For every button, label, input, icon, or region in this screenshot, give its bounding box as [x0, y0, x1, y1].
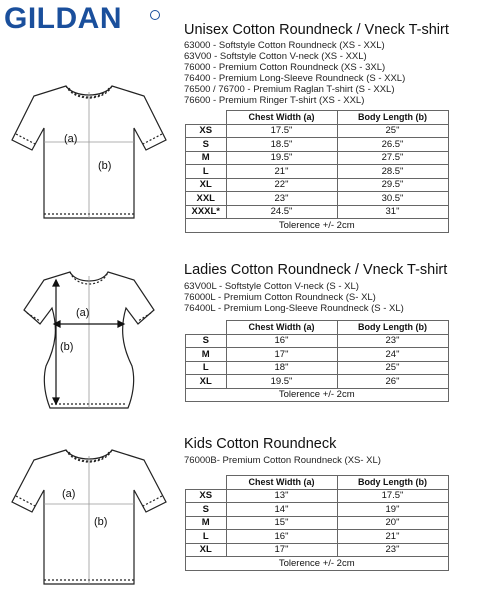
size-cell: XXL: [186, 192, 227, 206]
length-cell: 23": [337, 543, 448, 557]
ladies-model-list: [184, 281, 404, 314]
length-cell: 30.5": [337, 192, 448, 206]
chest-cell: 24.5": [226, 205, 337, 219]
length-cell: 25": [337, 124, 448, 138]
unisex-model: 63V00 - Softstyle Cotton V-neck (XS - XXL): [184, 51, 367, 62]
chest-header: Chest Width (a): [226, 476, 337, 490]
tolerance-note: Tolerence +/- 2cm: [186, 219, 449, 233]
length-cell: 19": [337, 503, 448, 517]
length-cell: 20": [337, 516, 448, 530]
length-cell: 23": [337, 334, 448, 348]
table-row: [186, 178, 449, 192]
corner-cell: [186, 111, 227, 125]
kids-title: Kids Cotton Roundneck: [184, 436, 337, 452]
chest-cell: 16": [226, 334, 337, 348]
chest-cell: 22": [226, 178, 337, 192]
unisex-tshirt-diagram: [4, 78, 174, 228]
tolerance-note: Tolerence +/- 2cm: [186, 388, 449, 402]
table-row: [186, 543, 449, 557]
chest-cell: 18": [226, 361, 337, 375]
size-cell: M: [186, 348, 227, 362]
size-cell: XS: [186, 489, 227, 503]
unisex-model: 76600 - Premium Ringer T-shirt (XS - XXL): [184, 95, 365, 106]
kids-model-list: [184, 455, 381, 466]
length-cell: 26": [337, 375, 448, 389]
tolerance-row: [186, 388, 449, 402]
table-header-row: [186, 111, 449, 125]
table-header-row: [186, 321, 449, 335]
table-row: [186, 516, 449, 530]
length-header: Body Length (b): [337, 111, 448, 125]
length-header: Body Length (b): [337, 321, 448, 335]
size-cell: M: [186, 516, 227, 530]
ladies-model: 63V00L - Softstyle Cotton V-neck (S - XL): [184, 281, 359, 292]
length-cell: 17.5": [337, 489, 448, 503]
table-row: [186, 192, 449, 206]
size-cell: XL: [186, 375, 227, 389]
length-cell: 24": [337, 348, 448, 362]
chest-cell: 18.5": [226, 138, 337, 152]
corner-cell: [186, 476, 227, 490]
size-cell: L: [186, 165, 227, 179]
kids-label-b: (b): [94, 516, 108, 528]
kids-label-a: (a): [62, 488, 76, 500]
table-row: [186, 361, 449, 375]
size-cell: XXXL*: [186, 205, 227, 219]
registered-mark: [150, 10, 160, 20]
size-cell: S: [186, 138, 227, 152]
table-row: [186, 503, 449, 517]
table-row: [186, 138, 449, 152]
chest-cell: 17.5": [226, 124, 337, 138]
chest-cell: 23": [226, 192, 337, 206]
ladies-model: 76000L - Premium Cotton Roundneck (S- XL): [184, 292, 376, 303]
size-cell: M: [186, 151, 227, 165]
table-row: [186, 151, 449, 165]
table-row: [186, 165, 449, 179]
table-row: [186, 530, 449, 544]
size-cell: S: [186, 503, 227, 517]
length-cell: 26.5": [337, 138, 448, 152]
unisex-model: 76500 / 76700 - Premium Raglan T-shirt (S - XXL): [184, 84, 395, 95]
length-cell: 29.5": [337, 178, 448, 192]
table-row: [186, 348, 449, 362]
chest-cell: 14": [226, 503, 337, 517]
brand-logo: GILDAN: [4, 2, 122, 35]
length-cell: 27.5": [337, 151, 448, 165]
tolerance-row: [186, 219, 449, 233]
chest-header: Chest Width (a): [226, 111, 337, 125]
chest-cell: 16": [226, 530, 337, 544]
length-header: Body Length (b): [337, 476, 448, 490]
ladies-model: 76400L - Premium Long-Sleeve Roundneck (S - XL): [184, 303, 404, 314]
chest-header: Chest Width (a): [226, 321, 337, 335]
unisex-title: Unisex Cotton Roundneck / Vneck T-shirt: [184, 22, 449, 38]
size-cell: XL: [186, 178, 227, 192]
table-row: [186, 375, 449, 389]
chest-cell: 13": [226, 489, 337, 503]
unisex-model: 63000 - Softstyle Cotton Roundneck (XS - XXL): [184, 40, 385, 51]
length-cell: 21": [337, 530, 448, 544]
length-cell: 31": [337, 205, 448, 219]
table-row: [186, 124, 449, 138]
chest-cell: 17": [226, 348, 337, 362]
ladies-label-b: (b): [60, 341, 74, 353]
ladies-tshirt-diagram: [4, 266, 174, 416]
chest-cell: 17": [226, 543, 337, 557]
table-row: [186, 489, 449, 503]
size-cell: XS: [186, 124, 227, 138]
size-cell: XL: [186, 543, 227, 557]
unisex-label-b: (b): [98, 160, 112, 172]
size-cell: L: [186, 530, 227, 544]
unisex-model: 76000 - Premium Cotton Roundneck (XS - 3XL): [184, 62, 386, 73]
ladies-size-table: [185, 320, 449, 402]
table-row: [186, 205, 449, 219]
tolerance-row: [186, 557, 449, 571]
chest-cell: 21": [226, 165, 337, 179]
unisex-label-a: (a): [64, 133, 78, 145]
table-row: [186, 334, 449, 348]
length-cell: 25": [337, 361, 448, 375]
kids-model: 76000B- Premium Cotton Roundneck (XS- XL): [184, 455, 381, 466]
corner-cell: [186, 321, 227, 335]
unisex-model-list: [184, 40, 405, 106]
table-header-row: [186, 476, 449, 490]
length-cell: 28.5": [337, 165, 448, 179]
chest-cell: 15": [226, 516, 337, 530]
kids-size-table: [185, 475, 449, 571]
size-cell: L: [186, 361, 227, 375]
ladies-title: Ladies Cotton Roundneck / Vneck T-shirt: [184, 262, 448, 278]
unisex-size-table: [185, 110, 449, 233]
chest-cell: 19.5": [226, 151, 337, 165]
unisex-model: 76400 - Premium Long-Sleeve Roundneck (S - XXL): [184, 73, 406, 84]
tolerance-note: Tolerence +/- 2cm: [186, 557, 449, 571]
chest-cell: 19.5": [226, 375, 337, 389]
kids-tshirt-diagram: [4, 444, 174, 590]
size-cell: S: [186, 334, 227, 348]
ladies-label-a: (a): [76, 307, 90, 319]
